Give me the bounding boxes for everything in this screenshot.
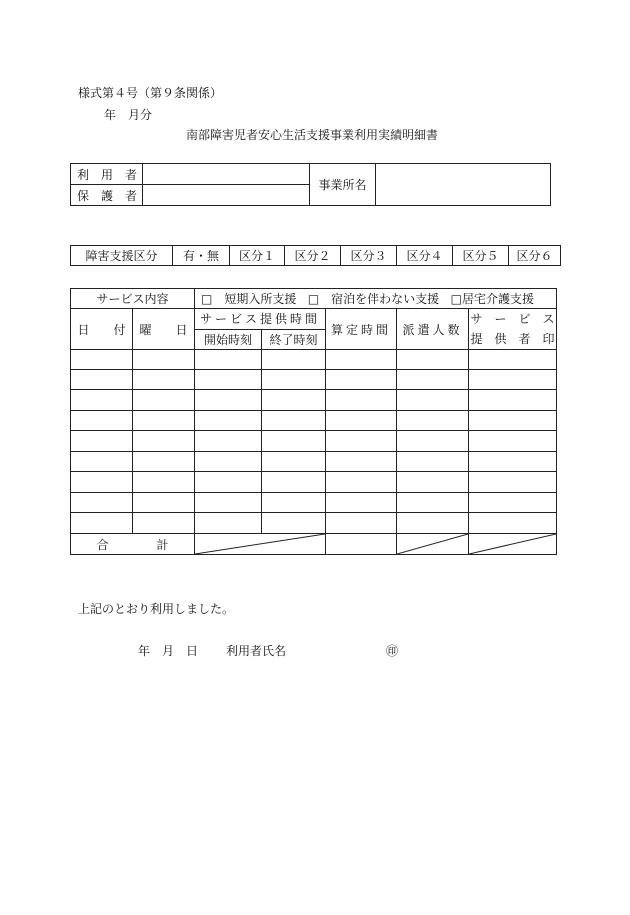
cell[interactable] <box>469 411 557 431</box>
cell[interactable] <box>326 370 397 390</box>
cell[interactable] <box>195 431 262 452</box>
cell[interactable] <box>71 513 133 534</box>
user-name-label: 利用者氏名 <box>226 644 287 658</box>
cell[interactable] <box>262 493 326 513</box>
cell[interactable] <box>195 513 262 534</box>
cell[interactable] <box>262 452 326 472</box>
total-row <box>71 534 557 555</box>
category-3[interactable]: 区分３ <box>341 246 397 266</box>
table-row <box>71 472 557 493</box>
cell[interactable] <box>397 493 469 513</box>
category-label: 障害支援区分 <box>71 246 173 266</box>
col-calc-time: 算定時間 <box>326 309 397 350</box>
category-2[interactable]: 区分２ <box>285 246 341 266</box>
cell[interactable] <box>262 390 326 411</box>
form-id: 様式第４号（第９条関係） <box>78 86 223 100</box>
cell[interactable] <box>326 472 397 493</box>
cell[interactable] <box>133 431 195 452</box>
cell[interactable] <box>262 370 326 390</box>
cell[interactable] <box>262 431 326 452</box>
col-start-time: 開始時刻 <box>195 329 262 350</box>
cell[interactable] <box>195 493 262 513</box>
diagonal-line <box>195 534 325 554</box>
option-day-support[interactable]: □ 宿泊を伴わない支援 <box>307 292 440 306</box>
cell[interactable] <box>133 390 195 411</box>
category-4[interactable]: 区分４ <box>397 246 453 266</box>
category-1[interactable]: 区分１ <box>230 246 285 266</box>
total-provider-slashed <box>469 534 557 555</box>
cell[interactable] <box>195 390 262 411</box>
cell[interactable] <box>469 452 557 472</box>
cell[interactable] <box>133 370 195 390</box>
cell[interactable] <box>326 431 397 452</box>
office-name-field[interactable] <box>376 164 551 206</box>
page-title: 南部障害児者安心生活支援事業利用実績明細書 <box>186 128 439 142</box>
diagonal-line <box>397 534 468 554</box>
cell[interactable] <box>133 493 195 513</box>
option-short-stay[interactable]: □ 短期入所支援 <box>201 292 297 306</box>
table-row <box>71 411 557 431</box>
col-day: 曜 日 <box>133 309 195 350</box>
cell[interactable] <box>469 513 557 534</box>
table-row <box>71 431 557 452</box>
user-table <box>70 163 551 206</box>
cell[interactable] <box>71 431 133 452</box>
cell[interactable] <box>71 350 133 370</box>
category-table <box>70 245 561 266</box>
cell[interactable] <box>397 472 469 493</box>
signature-date: 年 月 日 <box>138 644 199 658</box>
table-row <box>71 390 557 411</box>
category-6[interactable]: 区分６ <box>509 246 561 266</box>
table-row <box>71 350 557 370</box>
cell[interactable] <box>133 452 195 472</box>
diagonal-line <box>469 534 556 554</box>
col-service-time: サービス提供時間 <box>195 309 326 330</box>
cell[interactable] <box>71 390 133 411</box>
option-home-care[interactable]: □居宅介護支援 <box>450 292 534 306</box>
total-dispatch-slashed <box>397 534 469 555</box>
col-end-time: 終了時刻 <box>262 329 326 350</box>
cell[interactable] <box>326 452 397 472</box>
guardian-label: 保 護 者 <box>71 185 143 206</box>
cell[interactable] <box>195 452 262 472</box>
cell[interactable] <box>326 350 397 370</box>
col-date: 日 付 <box>71 309 133 350</box>
col-provider-line1: サ ー ビ ス <box>470 312 555 326</box>
user-name-field[interactable] <box>143 164 310 185</box>
table-row <box>71 513 557 534</box>
cell[interactable] <box>133 411 195 431</box>
col-provider-line2: 提 供 者 印 <box>470 332 555 346</box>
service-table <box>70 288 557 555</box>
cell[interactable] <box>469 472 557 493</box>
cell[interactable] <box>326 493 397 513</box>
cell[interactable] <box>71 370 133 390</box>
cell[interactable] <box>133 350 195 370</box>
cell[interactable] <box>397 452 469 472</box>
cell[interactable] <box>397 513 469 534</box>
cell[interactable] <box>397 370 469 390</box>
cell[interactable] <box>469 493 557 513</box>
cell[interactable] <box>195 370 262 390</box>
col-dispatch: 派遣人数 <box>397 309 469 350</box>
cell[interactable] <box>71 493 133 513</box>
cell[interactable] <box>262 472 326 493</box>
cell[interactable] <box>71 452 133 472</box>
cell[interactable] <box>469 350 557 370</box>
cell[interactable] <box>326 390 397 411</box>
cell[interactable] <box>397 411 469 431</box>
cell[interactable] <box>469 370 557 390</box>
seal-mark: ㊞ <box>386 644 399 658</box>
service-content-label: サービス内容 <box>71 289 195 309</box>
cell[interactable] <box>397 350 469 370</box>
usage-statement: 上記のとおり利用しました。 <box>78 602 235 616</box>
col-provider <box>469 309 557 350</box>
office-label: 事業所名 <box>310 164 376 206</box>
user-label: 利 用 者 <box>71 164 143 185</box>
total-time-slashed <box>195 534 326 555</box>
cell[interactable] <box>195 411 262 431</box>
presence-option[interactable]: 有・無 <box>173 246 230 266</box>
cell[interactable] <box>469 431 557 452</box>
total-label: 合 計 <box>71 534 195 555</box>
table-row <box>71 493 557 513</box>
year-month: 年 月分 <box>104 108 153 122</box>
guardian-name-field[interactable] <box>143 185 310 206</box>
cell[interactable] <box>397 431 469 452</box>
cell[interactable] <box>262 513 326 534</box>
service-options <box>195 289 557 309</box>
table-row <box>71 452 557 472</box>
table-row <box>71 370 557 390</box>
cell[interactable] <box>262 350 326 370</box>
cell[interactable] <box>71 411 133 431</box>
cell[interactable] <box>262 411 326 431</box>
cell[interactable] <box>195 472 262 493</box>
cell[interactable] <box>71 472 133 493</box>
cell[interactable] <box>469 390 557 411</box>
cell[interactable] <box>397 390 469 411</box>
total-calc-time[interactable] <box>326 534 397 555</box>
category-5[interactable]: 区分５ <box>453 246 509 266</box>
cell[interactable] <box>195 350 262 370</box>
cell[interactable] <box>133 513 195 534</box>
cell[interactable] <box>326 513 397 534</box>
cell[interactable] <box>133 472 195 493</box>
cell[interactable] <box>326 411 397 431</box>
